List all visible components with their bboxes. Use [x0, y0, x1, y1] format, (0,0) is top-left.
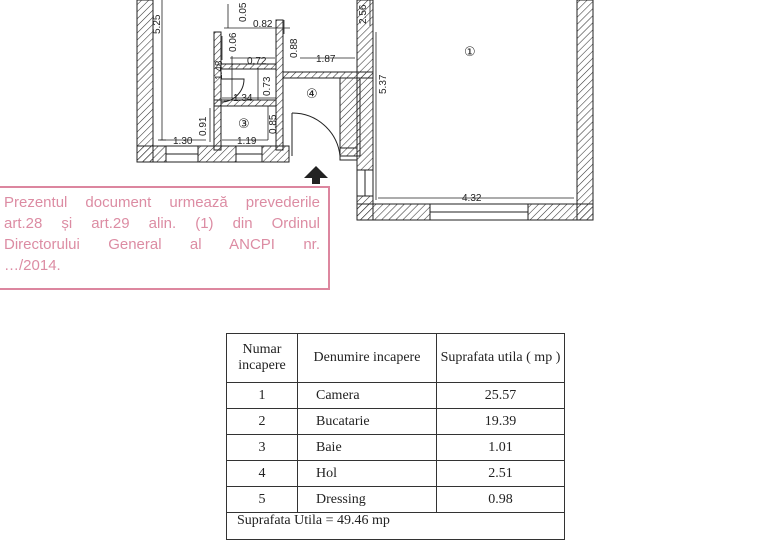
dim-0-73: 0.73 [262, 76, 273, 96]
dim-0-06: 0.06 [228, 32, 239, 52]
wall-bottom-left [137, 146, 289, 162]
header-room-name: Denumire incapere [298, 334, 437, 383]
room-name: Camera [298, 383, 437, 409]
dim-0-72: 0.72 [247, 56, 267, 67]
stamp-line: …/2014. [4, 257, 61, 274]
wall-left [137, 0, 153, 162]
room-area: 19.39 [437, 409, 565, 435]
dim-4-32: 4.32 [462, 193, 482, 204]
total-useful-area: Suprafata Utila = 49.46 mp [227, 513, 565, 540]
room-marker-3: ③ [238, 116, 250, 131]
room-area: 25.57 [437, 383, 565, 409]
dim-1-34: 1.34 [233, 93, 253, 104]
door-entrance [292, 113, 340, 156]
dim-1-19: 1.19 [237, 136, 257, 147]
wall-dressing [214, 32, 221, 150]
table-header-row [227, 334, 565, 383]
room-area-table [226, 333, 565, 540]
dim-5-25: 5.25 [152, 14, 163, 34]
dim-0-91: 0.91 [198, 116, 209, 136]
dim-2-56: 2.56 [358, 4, 369, 24]
room-number: 4 [227, 461, 298, 487]
room-name: Baie [298, 435, 437, 461]
room-name: Dressing [298, 487, 437, 513]
room-number: 5 [227, 487, 298, 513]
room-area: 0.98 [437, 487, 565, 513]
dim-0-85: 0.85 [268, 114, 279, 134]
entrance-arrow [304, 166, 328, 184]
dim-1-48: 1.48 [214, 60, 225, 80]
room-area: 1.01 [437, 435, 565, 461]
room-name: Bucatarie [298, 409, 437, 435]
room-number: 2 [227, 409, 298, 435]
table-row [227, 487, 565, 513]
table-row [227, 435, 565, 461]
room-number: 1 [227, 383, 298, 409]
dim-1-30: 1.30 [173, 136, 193, 147]
header-useful-area: Suprafata utila ( mp ) [437, 334, 565, 383]
wall-right-room-right [577, 0, 593, 220]
stamp-line: art.28 și art.29 alin. (1) din Ordinul [4, 215, 320, 232]
dim-0-05: 0.05 [238, 2, 249, 22]
room-marker-4: ④ [306, 86, 318, 101]
dim-0-82: 0.82 [253, 19, 273, 30]
stamp-line: Directorului General al ANCPI nr. [4, 236, 320, 253]
room-area: 2.51 [437, 461, 565, 487]
stamp-line: Prezentul document urmează prevederile [4, 194, 320, 211]
room-marker-1: ① [464, 44, 476, 59]
table-row [227, 409, 565, 435]
dim-1-87: 1.87 [316, 54, 336, 65]
dim-0-88: 0.88 [289, 38, 300, 58]
room-number: 3 [227, 435, 298, 461]
header-room-number: Numar incapere [227, 334, 298, 383]
dim-5-37: 5.37 [378, 74, 389, 94]
legal-stamp [0, 186, 330, 290]
table-total-row [227, 513, 565, 540]
table-row [227, 383, 565, 409]
table-row [227, 461, 565, 487]
room-name: Hol [298, 461, 437, 487]
